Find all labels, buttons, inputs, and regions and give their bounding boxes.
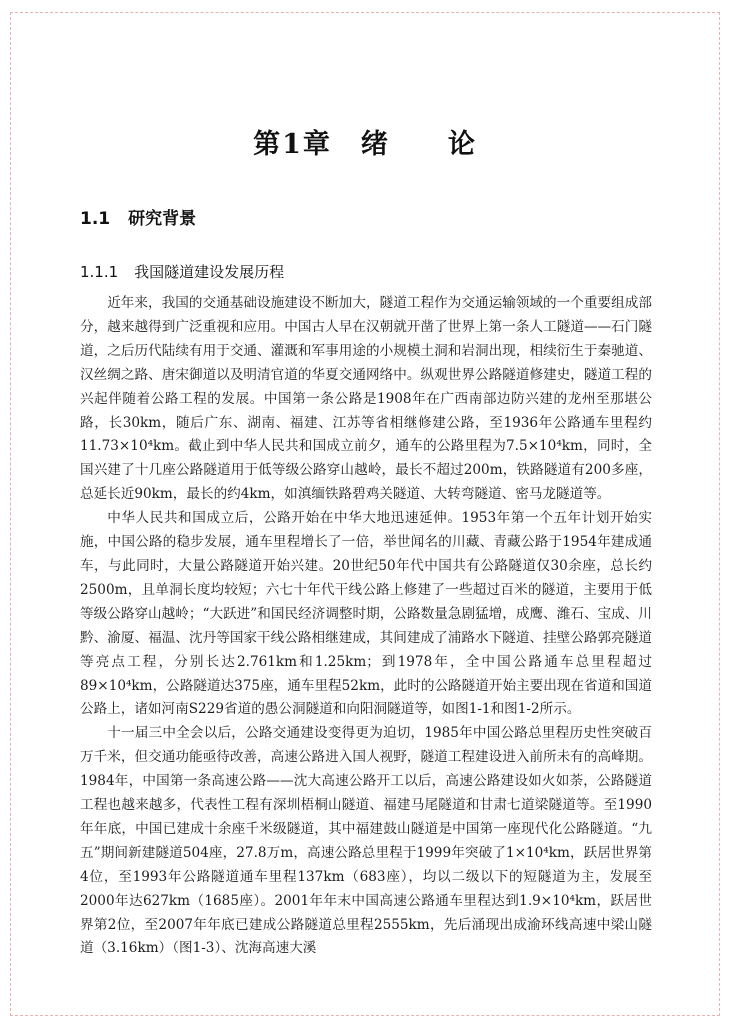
body-text bbox=[80, 292, 652, 961]
subsection-heading bbox=[80, 261, 284, 282]
paragraph: 近年来，我国的交通基础设施建设不断加大，隧道工程作为交通运输领域的一个重要组成部分，越来越得到广泛重视和应用。中国古人早在汉朝就开凿了世界上第一条人工隧道——石门隧道，之后历代陆续有用于交通、灌溉和军事用途的小规模土洞和岩洞出现，相续衍生于秦驰道、汉丝绸之路、唐宋御道以及明清官道的华夏交通网络中。纵观世界公路隧道修建史，隧道工程的兴起伴随着公路工程的发展。中国第一条公路是1908年在广西南部边防兴建的龙州至那堪公路，长30km，随后广东、湖南、福建、江苏等省相继修建公路，至1936年公路通车里程约11.73×10⁴km。截止到中华人民共和国成立前夕，通车的公路里程为7.5×10⁴km，同时，全国兴建了十几座公路隧道用于低等级公路穿山越岭，最长不超过200m，铁路隧道有200多座，总延长近90km，最长的约4km，如滇缅铁路碧鸡关隧道、大转弯隧道、密马龙隧道等。 bbox=[80, 295, 652, 503]
paragraph: 十一届三中全会以后，公路交通建设变得更为迫切，1985年中国公路总里程历史性突破百万千米，但交通功能亟待改善，高速公路进入国人视野，隧道工程建设进入前所未有的高峰期。1984年，中国第一条高速公路——沈大高速公路开工以后，高速公路建设如火如荼，公路隧道工程也越来越多，代表性工程有深圳梧桐山隧道、福建马尾隧道和甘肃七道梁隧道等。至1990年年底，中国已建成十余座千米级隧道，其中福建鼓山隧道是中国第一座现代化公路隧道。“九五”期间新建隧道504座，27.8万m，高速公路总里程于1999年突破了1×10⁴km，跃居世界第4位，至1993年公路隧道通车里程137km（683座），均以二级以下的短隧道为主，发展至2000年达627km（1685座）。2001年年末中国高速公路通车里程达到1.9×10⁴km，跃居世界第2位，至2007年年底已建成公路隧道总里程2555km，先后涌现出成渝环线高速中梁山隧道（3.16km）（图1-3）、沈海高速大溪 bbox=[80, 725, 652, 957]
paragraph: 中华人民共和国成立后，公路开始在中华大地迅速延伸。1953年第一个五年计划开始实施，中国公路的稳步发展，通车里程增长了一倍，举世闻名的川藏、青藏公路于1954年建成通车，与此同时，大量公路隧道开始兴建。20世纪50年代中国共有公路隧道仅30余座，总长约2500m，且单洞长度均较短；六七十年代干线公路上修建了一些超过百米的隧道，主要用于低等级公路穿山越岭；“大跃进”和国民经济调整时期，公路数量急剧猛增，成鹰、潍石、宝成、川黔、渝厦、福温、沈丹等国家干线公路相继建成，其间建成了浦路水下隧道、挂壁公路郭亮隧道等亮点工程，分别长达2.761km和1.25km；到1978年，全中国公路通车总里程超过89×10⁴km，公路隧道达375座，通车里程52km，此时的公路隧道开始主要出现在省道和国道公路上，诸如河南S229省道的愚公洞隧道和向阳洞隧道等，如图1-1和图1-2所示。 bbox=[80, 510, 652, 718]
section-title: 研究背景 bbox=[128, 209, 197, 229]
chapter-title: 第1章 绪 论 bbox=[253, 129, 477, 160]
subsection-number: 1.1.1 bbox=[80, 263, 119, 281]
section-number: 1.1 bbox=[80, 209, 111, 229]
subsection-title: 我国隧道建设发展历程 bbox=[134, 263, 285, 281]
section-heading bbox=[80, 204, 196, 229]
